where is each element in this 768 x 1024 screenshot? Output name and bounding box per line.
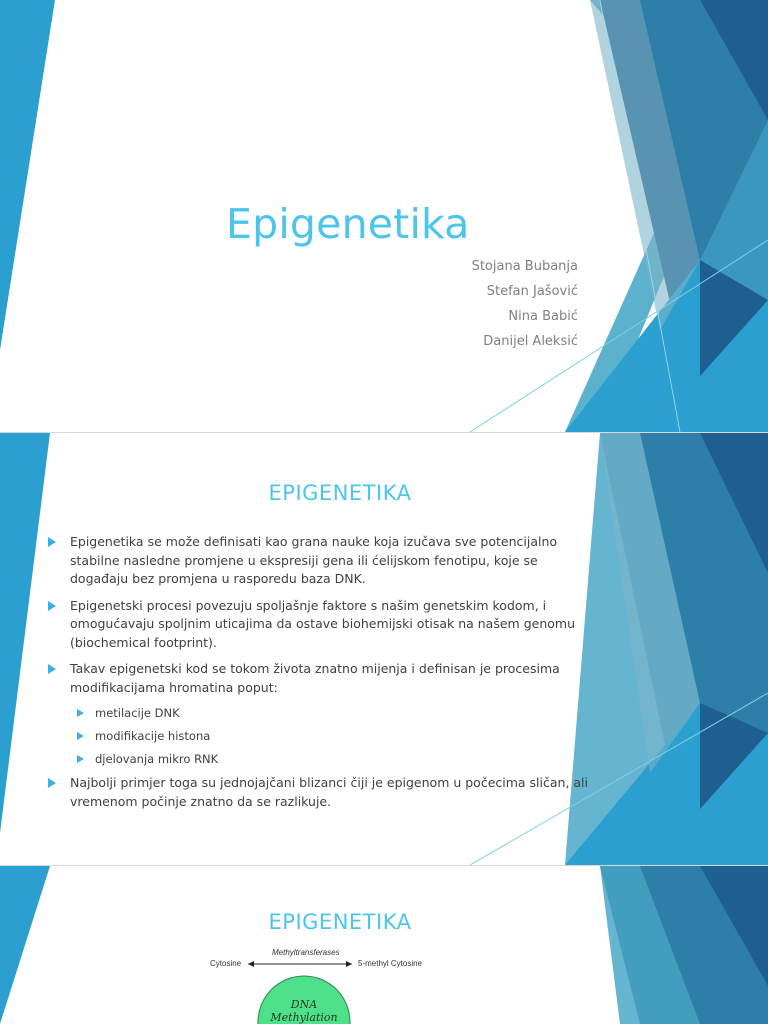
bullet-list xyxy=(48,533,588,819)
author-list xyxy=(472,258,578,358)
slide-title: EPIGENETIKA xyxy=(268,910,412,934)
content-slide-diagram xyxy=(0,866,768,1024)
sub-bullet-item xyxy=(48,728,588,745)
bullet-triangle-icon xyxy=(48,537,56,547)
bullet-item xyxy=(48,533,588,589)
sub-bullet-item xyxy=(48,705,588,722)
arrow-head-left-icon xyxy=(248,961,254,967)
dna-methylation-diagram xyxy=(200,946,440,1024)
circle-label-line2: Methylation xyxy=(270,1011,338,1024)
bullet-text: Epigenetski procesi povezuju spoljašnje faktore s našim genetskim kodom, i omogućavaju spoljnim uticajima da ostave biohemijski otisak na našem genomu (biochemical footprint). xyxy=(70,597,575,650)
diagram-label-left: Cytosine xyxy=(210,959,242,968)
title-slide xyxy=(0,0,768,432)
sub-bullet-text: modifikacije histona xyxy=(95,729,211,743)
bullet-item xyxy=(48,774,588,811)
bullet-text: Epigenetika se može definisati kao grana nauke koja izučava sve potencijalno stabilne nasledne promjene u ekspresiji gena ili ćelijskom fenotipu, koje se događaju bez promjena u rasporedu baza DNK. xyxy=(70,534,558,586)
bullet-item xyxy=(48,597,588,653)
bullet-triangle-icon xyxy=(77,732,84,740)
bullet-text: Najbolji primjer toga su jednojajčani blizanci čiji je epigenom u počecima sličan, ali vremenom počinje znatno da se razlikuje. xyxy=(70,775,589,809)
sub-bullet-item xyxy=(48,751,588,768)
author-name: Stefan Jašović xyxy=(486,284,578,299)
presentation-title: Epigenetika xyxy=(226,200,470,248)
bullet-triangle-icon xyxy=(48,778,56,788)
bullet-triangle-icon xyxy=(48,601,56,611)
sub-bullet-text: metilacije DNK xyxy=(95,706,180,720)
author-name: Stojana Bubanja xyxy=(471,259,578,274)
diagram-label-right: 5-methyl Cytosine xyxy=(358,959,423,968)
author-name: Danijel Aleksić xyxy=(483,334,578,349)
diagram-arrow-label: Methyltransferases xyxy=(272,948,340,957)
bullet-triangle-icon xyxy=(77,709,84,717)
bullet-triangle-icon xyxy=(77,755,84,763)
bullet-item xyxy=(48,660,588,697)
bullet-text: Takav epigenetski kod se tokom života znatno mijenja i definisan je procesima modifikacijama hromatina poput: xyxy=(70,661,560,695)
circle-label-line1: DNA xyxy=(290,998,318,1011)
bullet-triangle-icon xyxy=(48,664,56,674)
sub-bullet-text: djelovanja mikro RNK xyxy=(95,752,219,766)
arrow-head-right-icon xyxy=(346,961,352,967)
slide-title: EPIGENETIKA xyxy=(268,481,412,505)
author-name: Nina Babić xyxy=(508,309,578,324)
content-slide xyxy=(0,433,768,865)
